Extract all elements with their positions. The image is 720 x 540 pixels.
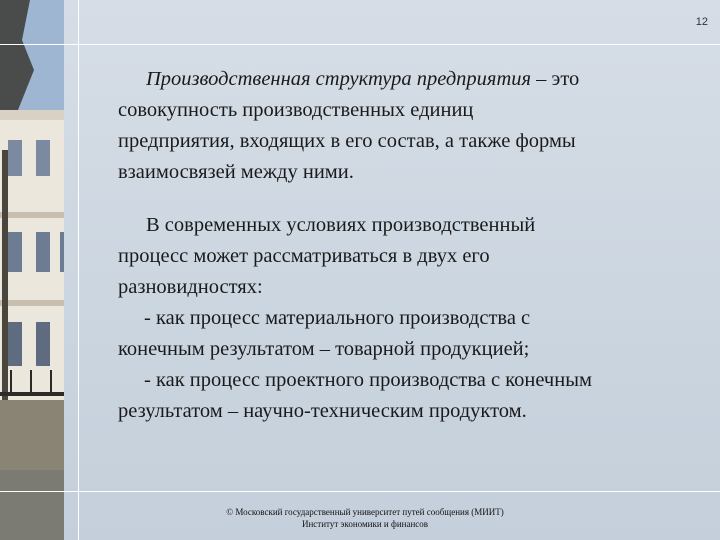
process-line-4: [118, 303, 688, 334]
footer-credit: [190, 506, 540, 530]
process-line-6-text: - как процесс проектного производства с конечным: [144, 369, 592, 391]
slide-body: [118, 64, 688, 427]
definition-term: Производственная структура предприятия: [146, 68, 532, 90]
process-line-3: разновидностях:: [118, 276, 263, 298]
process-line-6: [118, 365, 688, 396]
definition-rest: – это: [531, 68, 580, 90]
definition-paragraph: [118, 64, 688, 188]
definition-line-3: предприятия, входящих в его состав, а также формы: [118, 130, 576, 152]
slide-number: 12: [695, 16, 708, 28]
footer-line-1: © Московский государственный университет путей сообщения (МИИТ): [226, 507, 504, 517]
divider-top: [0, 44, 720, 45]
process-line-1-text: В современных условиях производственный: [146, 214, 536, 236]
divider-vertical: [78, 0, 79, 540]
process-line-7: результатом – научно-техническим продуктом.: [118, 400, 527, 422]
process-line-4-text: - как процесс материального производства с: [144, 307, 531, 329]
definition-line-1: [118, 64, 688, 95]
definition-line-2: совокупность производственных единиц: [118, 99, 474, 121]
process-paragraph: [118, 210, 688, 427]
footer-line-2: Институт экономики и финансов: [301, 519, 429, 529]
process-line-5: конечным результатом – товарной продукцией;: [118, 338, 530, 360]
process-line-1: [118, 210, 688, 241]
process-line-2: процесс может рассматриваться в двух его: [118, 245, 490, 267]
divider-bottom: [0, 491, 720, 492]
definition-line-4: взаимосвязей между ними.: [118, 161, 354, 183]
